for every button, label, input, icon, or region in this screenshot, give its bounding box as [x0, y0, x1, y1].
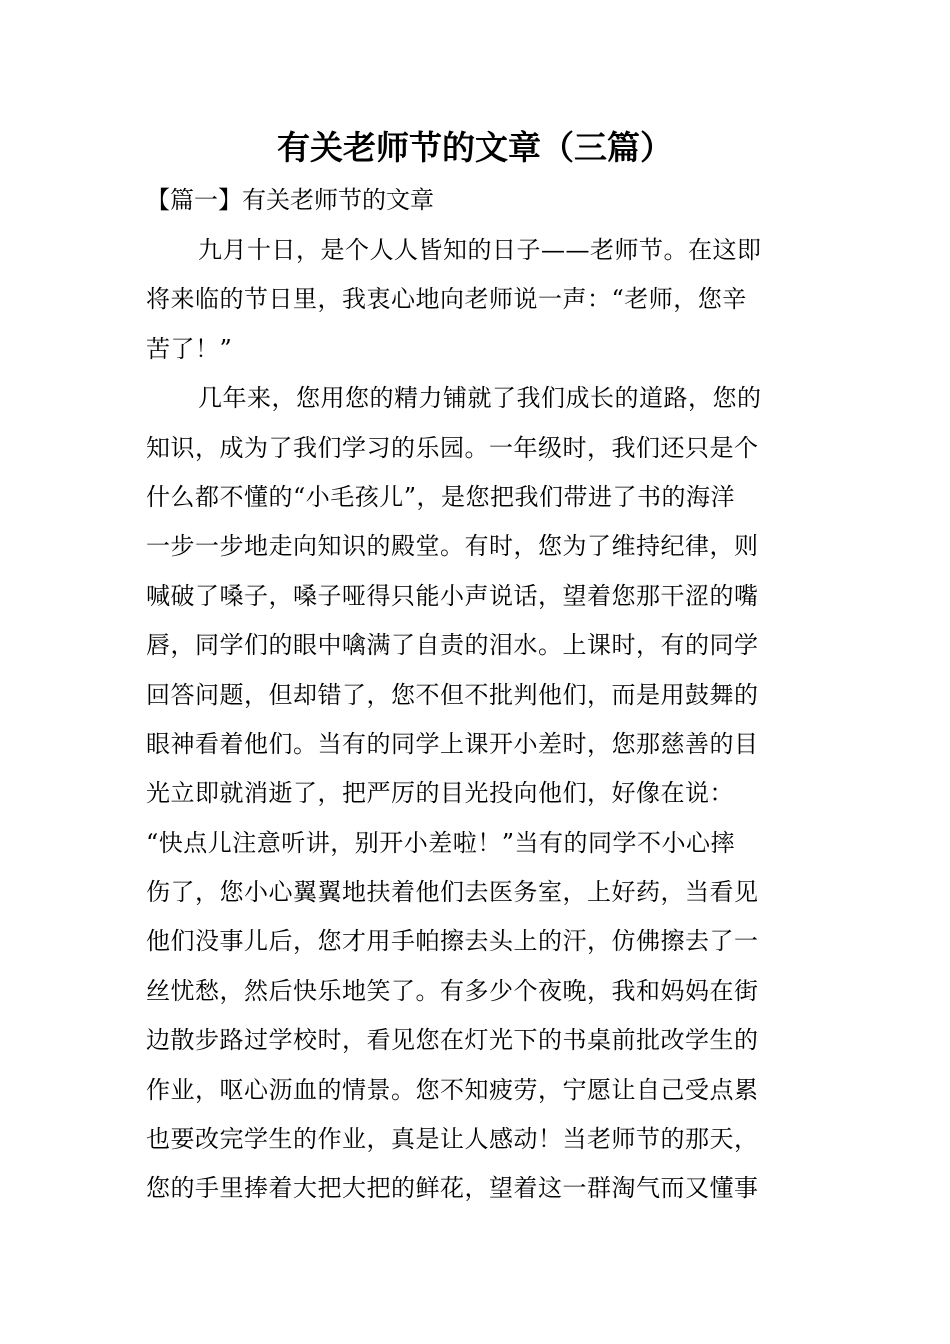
- paragraph-line: 也要改完学生的作业，真是让人感动！当老师节的那天，: [146, 1125, 759, 1154]
- document-title: 有关老师节的文章（三篇）: [277, 128, 673, 167]
- paragraph-line: 您的手里捧着大把大把的鲜花，望着这一群淘气而又懂事: [146, 1174, 759, 1203]
- paragraph-line: 他们没事儿后，您才用手帕擦去头上的汗，仿佛擦去了一: [146, 927, 759, 956]
- paragraph-line: 九月十日，是个人人皆知的日子——老师节。在这即: [198, 236, 762, 264]
- paragraph-line: 什么都不懂的“小毛孩儿”，是您把我们带进了书的海洋: [146, 482, 736, 511]
- paragraph-line: 作业，呕心沥血的情景。您不知疲劳，宁愿让自己受点累: [146, 1075, 759, 1104]
- paragraph-line: 一步一步地走向知识的殿堂。有时，您为了维持纪律，则: [146, 532, 759, 561]
- article-body: [146, 226, 808, 1214]
- paragraph-line: 唇，同学们的眼中噙满了自责的泪水。上课时，有的同学: [146, 631, 759, 660]
- paragraph-line: 将来临的节日里，我衷心地向老师说一声：“老师，您辛: [146, 285, 747, 314]
- paragraph-line: 伤了，您小心翼翼地扶着他们去医务室，上好药，当看见: [146, 878, 759, 907]
- paragraph-line: 苦了！”: [146, 334, 233, 363]
- paragraph-line: 几年来，您用您的精力铺就了我们成长的道路，您的: [198, 384, 762, 413]
- paragraph-line: 喊破了嗓子，嗓子哑得只能小声说话，望着您那干涩的嘴: [146, 581, 759, 610]
- paragraph-line: “快点儿注意听讲，别开小差啦！”当有的同学不小心摔: [146, 828, 736, 857]
- paragraph-line: 丝忧愁，然后快乐地笑了。有多少个夜晚，我和妈妈在街: [146, 976, 759, 1005]
- paragraph-line: 边散步路过学校时，看见您在灯光下的书桌前批改学生的: [146, 1026, 759, 1055]
- paragraph-line: 眼神看着他们。当有的同学上课开小差时，您那慈善的目: [146, 729, 759, 758]
- paragraph-line: 知识，成为了我们学习的乐园。一年级时，我们还只是个: [146, 433, 759, 462]
- paragraph-line: 回答问题，但却错了，您不但不批判他们，而是用鼓舞的: [146, 680, 759, 709]
- section-heading: 【篇一】有关老师节的文章: [146, 186, 434, 214]
- paragraph-line: 光立即就消逝了，把严厉的目光投向他们，好像在说：: [146, 779, 734, 808]
